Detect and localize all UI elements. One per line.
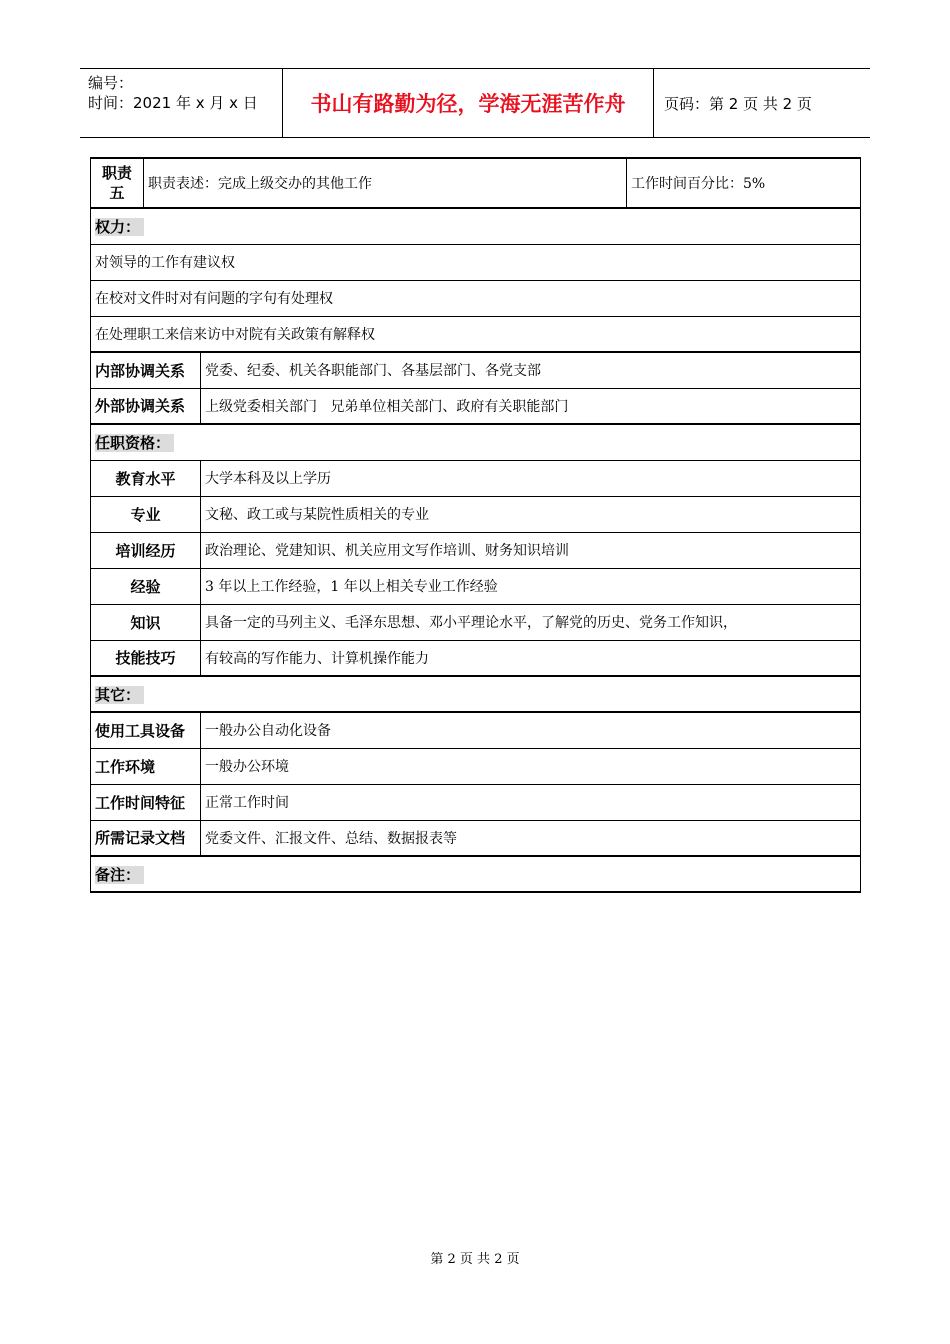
other-heading: 其它： bbox=[91, 676, 861, 712]
duty5-description: 职责表述：完成上级交办的其他工作 bbox=[144, 158, 627, 208]
qualifications-heading-row bbox=[91, 424, 861, 460]
qualifications-heading: 任职资格： bbox=[91, 424, 861, 460]
other-row: 使用工具设备 一般办公自动化设备 bbox=[91, 712, 861, 748]
external-relations-value: 上级党委相关部门 兄弟单位相关部门、政府有关职能部门 bbox=[201, 388, 861, 424]
internal-relations-label: 内部协调关系 bbox=[91, 352, 201, 388]
internal-relations-value: 党委、纪委、机关各职能部门、各基层部门、各党支部 bbox=[201, 352, 861, 388]
authority-heading-row bbox=[91, 208, 861, 244]
header-page-label: 页码：第 2 页 共 2 页 bbox=[664, 94, 812, 113]
header-number-label: 编号： bbox=[88, 74, 134, 92]
qualification-row: 培训经历 政治理论、党建知识、机关应用文写作培训、财务知识培训 bbox=[91, 532, 861, 568]
authority-item: 在校对文件时对有问题的字句有处理权 bbox=[91, 280, 861, 316]
remarks-row bbox=[91, 856, 861, 892]
remarks-heading: 备注： bbox=[91, 856, 861, 892]
authority-item: 对领导的工作有建议权 bbox=[91, 244, 861, 280]
page-header bbox=[80, 68, 870, 138]
qualification-row: 教育水平 大学本科及以上学历 bbox=[91, 460, 861, 496]
job-description-table bbox=[90, 157, 861, 893]
header-motto: 书山有路勤为径，学海无涯苦作舟 bbox=[282, 69, 654, 137]
duty5-time-percent: 工作时间百分比：5% bbox=[627, 158, 861, 208]
external-relations-row bbox=[91, 388, 861, 424]
external-relations-label: 外部协调关系 bbox=[91, 388, 201, 424]
other-row: 工作时间特征 正常工作时间 bbox=[91, 784, 861, 820]
other-row: 工作环境 一般办公环境 bbox=[91, 748, 861, 784]
qualification-row: 知识 具备一定的马列主义、毛泽东思想、邓小平理论水平，了解党的历史、党务工作知识， bbox=[91, 604, 861, 640]
internal-relations-row bbox=[91, 352, 861, 388]
header-meta bbox=[80, 69, 282, 137]
qualification-row: 经验 3 年以上工作经验，1 年以上相关专业工作经验 bbox=[91, 568, 861, 604]
header-time-label: 时间：2021 年 x 月 x 日 bbox=[88, 94, 258, 112]
authority-heading: 权力： bbox=[91, 208, 861, 244]
qualification-row: 专业 文秘、政工或与某院性质相关的专业 bbox=[91, 496, 861, 532]
qualification-row: 技能技巧 有较高的写作能力、计算机操作能力 bbox=[91, 640, 861, 676]
other-row: 所需记录文档 党委文件、汇报文件、总结、数据报表等 bbox=[91, 820, 861, 856]
page-footer: 第 2 页 共 2 页 bbox=[430, 1252, 520, 1267]
authority-item: 在处理职工来信来访中对院有关政策有解释权 bbox=[91, 316, 861, 352]
duty5-row bbox=[91, 158, 861, 208]
other-heading-row bbox=[91, 676, 861, 712]
duty5-label: 职责五 bbox=[91, 158, 144, 208]
